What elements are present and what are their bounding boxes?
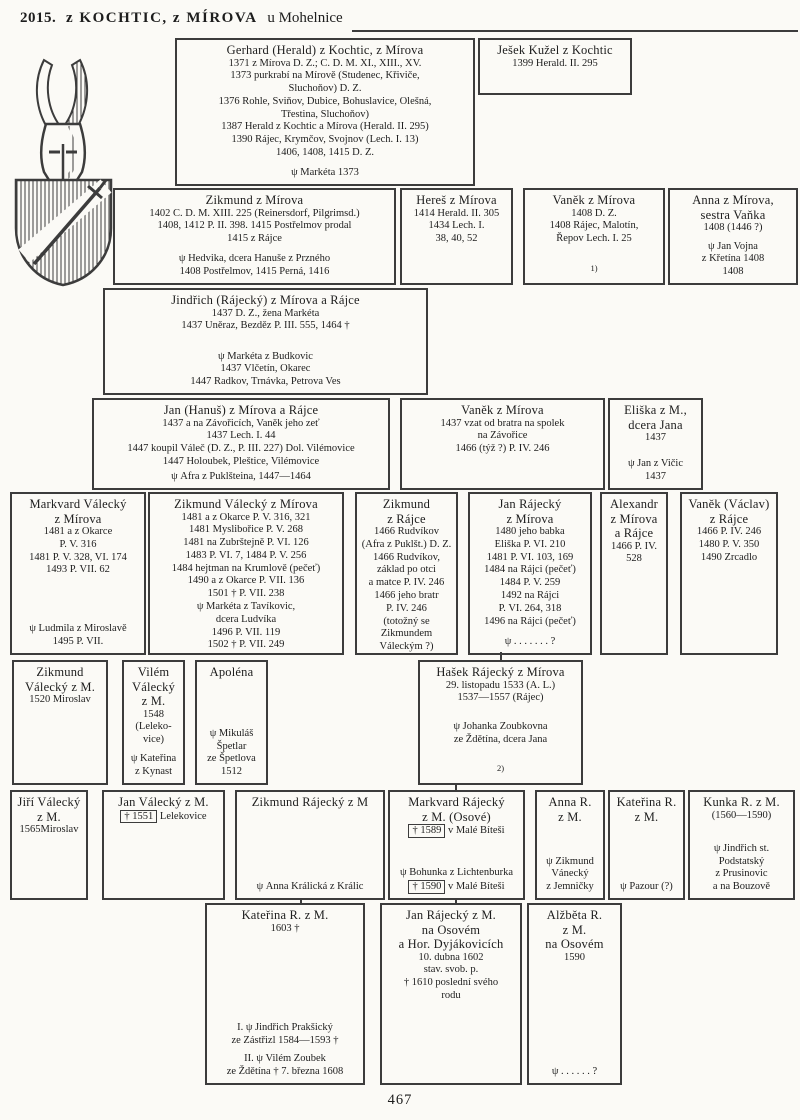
person-detail: 1481 a z Okarce — [43, 526, 113, 537]
person-detail: 1466 (týž ?) P. IV. 246 — [455, 443, 550, 455]
person-detail: na Závořice — [477, 430, 528, 442]
spouse-detail: z Kynast — [134, 766, 173, 778]
spouse-section — [612, 881, 681, 894]
person-name: Markvard Válecký — [29, 497, 127, 511]
person-name: Válecký — [131, 679, 176, 694]
person-detail: 1490 a z Okarce P. VII. 136 — [187, 575, 305, 587]
person-name: z M. (Osové) — [422, 809, 491, 824]
spouse-detail: 1447 Radkov, Trnávka, Petrova Ves — [190, 376, 341, 388]
spouse-detail: ze Zástřizl 1584—1593 † — [231, 1034, 339, 1046]
spouse-detail: 1495 P. VII. — [52, 636, 104, 648]
spouse-detail: ψ Hedvika, dcera Hanuše z Przného — [178, 253, 331, 265]
person-box-katerina-r — [608, 790, 685, 900]
person-name: Jindřich (Rájecký) z Mírova a Rájce — [171, 293, 360, 307]
person-box-gerhard — [175, 38, 475, 186]
person-box-jindrich — [103, 288, 428, 395]
spouse-section — [199, 728, 264, 779]
person-box-vanek-1408 — [523, 188, 665, 285]
person-name: z M. — [37, 809, 61, 824]
person-detail: 1408 Rájec, Malotín, — [549, 220, 639, 232]
spouse-section — [392, 867, 521, 894]
footnote-marker: 2) — [496, 763, 505, 773]
title-rule — [352, 30, 798, 32]
person-detail: P. V. 316 — [59, 538, 97, 550]
person-detail: a matce P. IV. 246 — [368, 577, 445, 589]
person-detail: 1437 vzat od bratra na spolek — [440, 417, 565, 429]
person-name: z Rájce — [387, 511, 426, 526]
person-name: a Hor. Dyjákovicích — [398, 937, 504, 951]
person-detail: (1560—1590) — [711, 809, 772, 821]
person-detail: 1466 Rudvíkov, — [373, 551, 440, 563]
person-detail: 1520 Miroslav — [29, 694, 91, 705]
person-detail: 1481 na Zubrštejně P. VI. 126 — [183, 537, 309, 549]
person-detail: 1548 — [143, 708, 164, 720]
coat-of-arms-illustration — [8, 52, 120, 290]
person-detail: základ po otci — [377, 564, 436, 576]
spouse-section — [539, 856, 601, 894]
spouse-section — [531, 1066, 618, 1079]
person-detail: 1390 Rájec, Krymčov, Svojnov (Lech. I. 13) — [231, 134, 419, 146]
spouse-detail: ψ Ludmila z Miroslavě — [29, 623, 127, 635]
person-box-jan-rajecky — [468, 492, 592, 655]
spouse-section — [152, 601, 340, 652]
person-name: Kunka R. z M. — [703, 795, 780, 809]
spouse-detail: ze Ždětína † 7. března 1608 — [226, 1066, 344, 1078]
person-name: Anna z Mírova, — [692, 193, 774, 207]
spouse-detail: ψ Markéta z Tavíkovic, — [196, 601, 296, 613]
person-box-zikmund-valecky-m — [12, 660, 108, 785]
spouse-detail: ψ Anna Králická z Králic — [256, 881, 364, 893]
person-name: z M. — [562, 922, 587, 937]
spouse-section — [126, 753, 181, 779]
family-name: z KOCHTIC, z MÍROVA — [66, 10, 258, 26]
person-detail: 38, 40, 52 — [435, 233, 478, 245]
person-detail: † 1551 Lelekovice — [120, 810, 206, 824]
person-detail: 1437 a na Závořicích, Vaněk jeho zeť — [162, 417, 320, 429]
person-name: z M. — [141, 694, 166, 708]
spouse-detail: 1408 Postřelmov, 1415 Perná, 1416 — [179, 266, 330, 278]
person-box-markvard-rajecky — [388, 790, 525, 900]
person-name: Hašek Rájecký z Mírova — [436, 665, 565, 679]
person-detail: P. VI. 264, 318 — [498, 602, 562, 614]
person-name: Anna R. — [548, 795, 592, 809]
person-detail: 1376 Rohle, Sviňov, Dubice, Bohuslavice, Olešná, — [218, 95, 432, 107]
person-detail: 1481 Myslibořice P. V. 268 — [189, 524, 303, 536]
tree-connector-line — [455, 783, 457, 792]
person-box-anna-z-mirova — [668, 188, 798, 285]
person-box-anna-r — [535, 790, 605, 900]
person-detail: Eliška P. VI. 210 — [494, 538, 566, 550]
spouse-section — [107, 351, 424, 389]
spouse-detail: 1408 — [722, 266, 744, 278]
spouse-section — [96, 471, 386, 484]
spouse-detail: dcera Ludvíka — [215, 613, 277, 625]
person-detail: 1480 P. V. 350 — [698, 538, 760, 550]
tree-connector-line — [455, 898, 457, 905]
person-box-heres — [400, 188, 513, 285]
person-box-vilem-valecky — [122, 660, 185, 785]
person-box-jiri-valecky — [10, 790, 88, 900]
person-box-zikmund-valecky — [148, 492, 344, 655]
spouse-detail: ψ Afra z Puklšteina, 1447—1464 — [171, 471, 311, 483]
spouse-detail: ψ . . . . . . . ? — [504, 636, 556, 648]
person-detail: 1481 P. V. 328, VI. 174 — [29, 551, 127, 563]
person-name: Alexandr — [609, 497, 659, 511]
person-detail: 528 — [626, 553, 642, 565]
person-detail: 1484 hejtman na Krumlově (pečeť) — [171, 562, 321, 574]
person-detail: 1437 D. Z., žena Markéta — [211, 307, 320, 319]
page-number: 467 — [387, 1092, 413, 1108]
person-detail: 1371 z Mírova D. Z.; C. D. M. XI., XIII., XV. — [228, 57, 422, 69]
person-detail: (Leleko- — [135, 721, 172, 733]
person-name: z Rájce — [709, 511, 749, 526]
person-box-jan-valecky — [102, 790, 225, 900]
spouse-detail: ψ Pazour (?) — [620, 881, 673, 893]
person-box-zikmund-z-rajce — [355, 492, 458, 655]
person-name: Eliška z M., — [624, 403, 687, 417]
person-name: Zikmund z Mírova — [205, 193, 304, 207]
person-name: Zikmund — [36, 665, 84, 679]
person-detail: 1437 — [645, 432, 666, 443]
person-name: na Osovém — [545, 937, 604, 951]
spouse-detail: ze Ždětína, dcera Jana — [453, 734, 548, 746]
person-detail: Třestina, Sluchoňov) — [280, 108, 370, 120]
person-name: z Mírova — [610, 511, 658, 526]
person-detail: 1590 — [564, 951, 585, 963]
spouse-detail: ψ . . . . . . ? — [551, 1066, 598, 1078]
tree-connector-line — [500, 652, 502, 662]
spouse-section — [179, 167, 471, 180]
spouse-detail: ψ Kateřina — [130, 753, 177, 765]
person-name: Jan Válecký z M. — [118, 795, 209, 809]
person-box-hasek — [418, 660, 583, 785]
spouse-detail: ψ Johanka Zoubkovna — [453, 721, 548, 733]
spouse-detail: 1512 — [221, 766, 242, 778]
spouse-detail: ψ Jan Vojna — [708, 240, 758, 252]
person-detail: 1493 P. VII. 62 — [46, 564, 110, 576]
spouse-detail: Podstatský — [718, 855, 765, 867]
person-name: sestra Vaňka — [700, 207, 766, 222]
spouse-detail: ψ Mikuláš — [209, 727, 254, 739]
person-name: Apoléna — [209, 665, 254, 679]
spouse-section — [14, 623, 142, 649]
person-box-jan-rajecky-osove — [380, 903, 522, 1085]
person-detail: 1603 † — [270, 922, 300, 934]
person-box-alzbeta — [527, 903, 622, 1085]
person-box-kunka-r — [688, 790, 795, 900]
person-detail: † 1589 v Malé Bíteši — [408, 824, 504, 838]
spouse-section — [209, 1022, 361, 1079]
person-detail: (totožný se — [383, 615, 430, 627]
person-detail: 1399 Herald. II. 295 — [512, 57, 598, 69]
person-detail: Zikmundem — [380, 628, 433, 640]
person-detail: P. IV. 246 — [386, 602, 427, 614]
person-detail: 1437 Lech. I. 44 — [206, 430, 276, 442]
person-name: Jan Rájecký z M. — [406, 908, 496, 922]
person-detail: 1481 P. VI. 103, 169 — [486, 551, 574, 563]
person-box-katerina-1603 — [205, 903, 365, 1085]
person-detail: stav. svob. p. — [423, 964, 479, 976]
person-detail: 1434 Lech. I. — [428, 220, 485, 232]
page-title — [20, 10, 343, 27]
person-box-jan-hanus — [92, 398, 390, 490]
person-detail: 1373 purkrabí na Mírově (Studenec, Křiviče, — [230, 70, 420, 82]
person-name: Zikmund Rájecký z M — [251, 795, 369, 809]
person-name: dcera Jana — [628, 417, 683, 432]
person-detail: 1490 Zrcadlo — [700, 551, 758, 563]
person-detail: 1481 a z Okarce P. V. 316, 321 — [181, 511, 311, 523]
spouse-detail: ψ Jan z Vičic — [627, 458, 684, 470]
family-location: u Mohelnice — [267, 10, 343, 26]
person-name: Zikmund — [382, 497, 431, 511]
spouse-detail: † 1590 v Malé Bíteši — [392, 880, 521, 894]
spouse-detail: II. ψ Vilém Zoubek — [244, 1053, 326, 1065]
spouse-section — [692, 843, 791, 894]
person-detail: Sluchoňov) D. Z. — [288, 83, 362, 95]
person-detail: 1480 jeho babka — [495, 526, 565, 537]
tree-connector-line — [300, 898, 302, 905]
spouse-detail: Špetlar — [216, 740, 247, 752]
person-box-eliska — [608, 398, 703, 490]
spouse-detail: Vánecký — [551, 868, 589, 880]
person-name: Vilém — [137, 665, 170, 679]
spouse-section — [612, 458, 699, 484]
spouse-detail: ψ Jindřich st. — [713, 842, 770, 854]
person-detail: 1565Miroslav — [19, 824, 79, 835]
person-name: Válecký z M. — [24, 679, 96, 694]
person-detail: 1415 z Rájce — [227, 233, 282, 245]
person-name: z Mírova — [54, 511, 102, 526]
person-name: z M. — [558, 809, 582, 824]
person-box-vanek-vaclav — [680, 492, 778, 655]
spouse-section — [472, 636, 588, 649]
person-detail: 1406, 1408, 1415 D. Z. — [276, 147, 374, 159]
person-detail: 1408 (1446 ?) — [703, 222, 763, 233]
person-name: Vaněk (Václav) — [688, 497, 770, 511]
person-box-apolena — [195, 660, 268, 785]
person-name: Vaněk z Mírova — [552, 193, 636, 207]
person-detail: † 1610 poslední svého — [403, 977, 499, 989]
person-name: a Rájce — [614, 526, 654, 540]
person-name: Kateřina R. — [616, 795, 677, 809]
person-name: Alžběta R. — [546, 908, 603, 922]
person-detail: 1483 P. VI. 7, 1484 P. V. 256 — [185, 549, 307, 561]
person-name: Jiří Válecký — [17, 795, 81, 809]
person-detail: 1402 C. D. M. XIII. 225 (Reinersdorf, Pilgrimsd.) — [149, 207, 360, 219]
spouse-detail: 1496 P. VII. 119 — [211, 626, 281, 638]
spouse-detail: ψ Markéta z Budkovic — [218, 350, 313, 362]
person-name: Kateřina R. z M. — [241, 908, 329, 922]
death-year-box: † 1590 — [408, 880, 445, 894]
person-detail: 1387 Herald z Kochtic a Mírova (Herald. II. 295) — [221, 121, 429, 133]
person-box-zikmund-z-mirova — [113, 188, 396, 285]
person-name: z Mírova — [506, 511, 554, 526]
person-detail: 1484 P. V. 259 — [499, 577, 561, 589]
person-box-zikmund-rajecky — [235, 790, 385, 900]
person-name: z M. — [634, 809, 659, 824]
spouse-section — [239, 881, 381, 894]
footnote-marker: 1) — [590, 263, 598, 273]
person-detail: 1496 na Rájci (pečeť) — [484, 615, 576, 627]
person-detail: rodu — [441, 989, 461, 1001]
person-detail: 1501 † P. VII. 238 — [207, 588, 285, 600]
person-detail: 1447 Holoubek, Pleštice, Vilémovice — [162, 455, 320, 467]
person-name: Ješek Kužel z Kochtic — [497, 43, 613, 57]
right-horn — [64, 60, 87, 132]
spouse-detail: ψ Bohunka z Lichtenburka — [400, 867, 513, 879]
spouse-detail: ze Špetlova — [207, 753, 256, 765]
person-box-vanek-1437 — [400, 398, 605, 490]
spouse-section — [422, 721, 579, 747]
spouse-detail: ψ Markéta 1373 — [291, 167, 359, 179]
person-name: Gerhard (Herald) z Kochtic, z Mírova — [226, 43, 424, 57]
death-year-box: † 1589 — [408, 824, 445, 838]
person-detail: 1466 P. IV. 246 — [696, 526, 762, 537]
spouse-detail: 1502 † P. VII. 249 — [207, 639, 285, 651]
spouse-detail: 1437 Vlčetín, Okarec — [220, 363, 311, 375]
person-name: Markvard Rájecký — [408, 795, 505, 809]
person-name: Hereš z Mírova — [416, 193, 497, 207]
person-box-markvard-valecky — [10, 492, 146, 655]
death-year-box: † 1551 — [120, 810, 157, 824]
person-detail: vice) — [143, 734, 164, 746]
person-detail: (Afra z Puklšt.) D. Z. — [361, 538, 452, 550]
person-detail: 1466 jeho bratr — [374, 589, 439, 601]
person-detail: 1447 koupil Váleč (D. Z., P. III. 227) Dol. Vilémovice — [127, 443, 355, 455]
person-detail: 10. dubna 1602 — [418, 951, 484, 963]
person-detail: 1484 na Rájci (pečeť) — [484, 564, 576, 576]
person-detail: 1537—1557 (Rájec) — [457, 692, 544, 704]
person-name: Zikmund Válecký z Mírova — [174, 497, 318, 511]
entry-number: 2015. — [20, 10, 57, 26]
person-detail: 1408 D. Z. — [571, 207, 617, 219]
person-detail: 1408, 1412 P. II. 398. 1415 Postřelmov prodal — [157, 220, 352, 232]
spouse-section — [117, 253, 392, 279]
spouse-detail: z Křetína 1408 — [701, 253, 765, 265]
person-detail: Řepov Lech. I. 25 — [556, 233, 632, 245]
spouse-detail: z Prusinovic — [715, 868, 768, 880]
spouse-detail: ψ Zikmund — [546, 855, 594, 867]
person-name: na Osovém — [421, 922, 481, 937]
spouse-detail: a na Bouzově — [712, 881, 771, 893]
person-detail: 1492 na Rájci — [500, 589, 560, 601]
person-name: Jan (Hanuš) z Mírova a Rájce — [163, 403, 319, 417]
spouse-detail: z Jemničky — [546, 881, 594, 893]
person-detail: 1466 P. IV. — [611, 540, 657, 552]
spouse-detail: I. ψ Jindřich Prakšický — [237, 1021, 333, 1033]
left-horn — [37, 60, 60, 132]
person-detail: 29. listopadu 1533 (A. L.) — [445, 679, 556, 691]
spouse-section — [672, 241, 794, 279]
person-detail: 1466 Rudvíkov — [373, 526, 440, 537]
spouse-detail: 1437 — [645, 471, 666, 483]
person-detail: 1414 Herald. II. 305 — [413, 207, 500, 219]
person-detail: 1437 Uněraz, Bezděz P. III. 555, 1464 † — [181, 320, 350, 332]
person-detail: Váleckým ?) — [379, 641, 434, 653]
person-name: Jan Rájecký — [498, 497, 562, 511]
person-name: Vaněk z Mírova — [461, 403, 544, 417]
person-box-alexandr — [600, 492, 668, 655]
person-box-jesek — [478, 38, 632, 95]
